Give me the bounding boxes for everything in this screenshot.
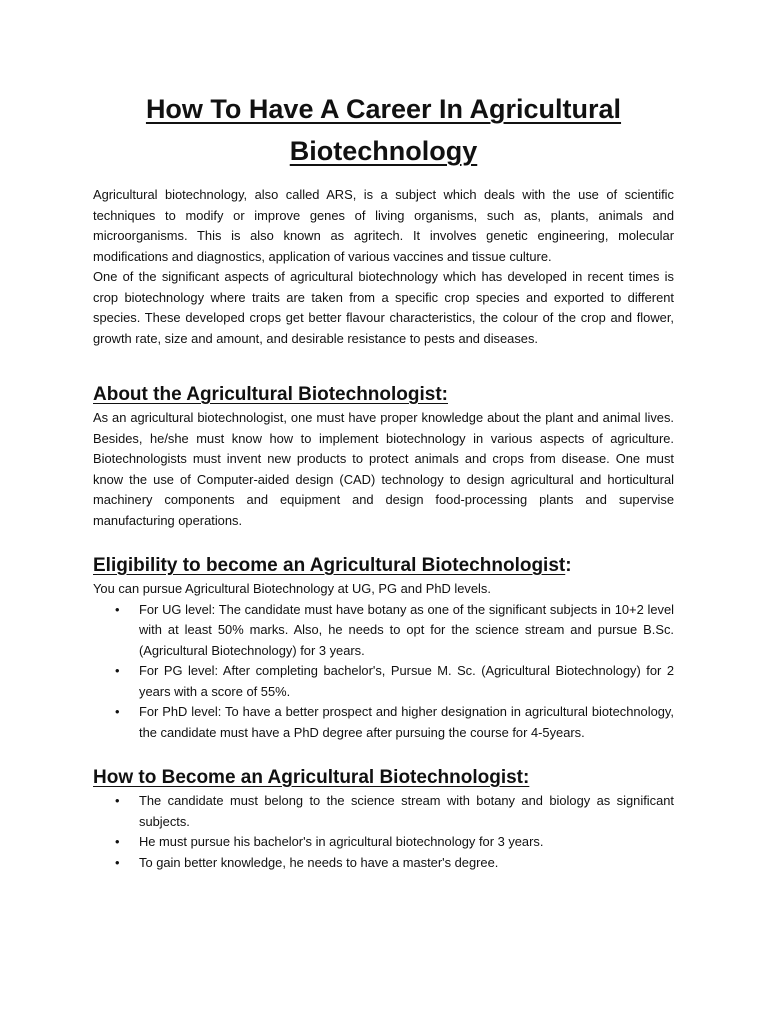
eligibility-heading (93, 553, 674, 579)
list-item-text: For UG level: The candidate must have botany as one of the significant subjects in 10+2 level with at least 50% marks. Also, he needs to opt for the science stream and pursue B.Sc. (Agricultural Biotechnology) for 3 years. (139, 601, 674, 658)
bullet-icon: • (115, 854, 120, 870)
list-item-text: He must pursue his bachelor's in agricultural biotechnology for 3 years. (139, 834, 544, 849)
bullet-icon: • (115, 834, 120, 849)
eligibility-list (93, 600, 674, 744)
page-title: How To Have A Career In Agricultural Biotechnology (145, 94, 622, 166)
eligibility-lead: You can pursue Agricultural Biotechnology at UG, PG and PhD levels. (93, 581, 491, 596)
bullet-icon: • (115, 663, 120, 678)
intro-paragraph-1: Agricultural biotechnology, also called ARS, is a subject which deals with the use of scientific techniques to modify or improve genes of living organisms, such as, plants, animals and microorganisms. This is also known as agritech. It involves genetic engineering, molecular modifications and diagnostics, application of various vaccines and tissue culture. (93, 187, 674, 264)
eligibility-heading-colon: : (565, 555, 572, 576)
how-list (93, 791, 674, 873)
list-item (93, 661, 674, 702)
list-item (93, 791, 674, 832)
intro-paragraph-2: One of the significant aspects of agricultural biotechnology which has developed in recent times is crop biotechnology where traits are taken from a specific crop species and exported to different species. These developed crops get better flavour characteristics, the colour of the crop and flower, growth rate, size and amount, and desirable resistance to pests and diseases. (93, 269, 674, 346)
bullet-icon: • (115, 704, 120, 719)
about-paragraph: As an agricultural biotechnologist, one must have proper knowledge about the plant and animal lives. Besides, he/she must know how to implement biotechnology in various aspects of agriculture. Biotechnologists must invent new products to protect animals and crops from disease. One must know the use of Computer-aided design (CAD) technology to design agricultural and horticultural machinery components and equipment and design food-processing plants and supervise manufacturing operations. (93, 410, 674, 528)
document-page (93, 88, 674, 873)
list-item-text: For PG level: After completing bachelor's, Pursue M. Sc. (Agricultural Biotechnology) for 2 years with a score of 55%. (139, 663, 674, 699)
bullet-icon: • (115, 601, 120, 617)
about-heading-text: About the Agricultural Biotechnologist: (93, 384, 448, 405)
how-heading (93, 765, 674, 791)
about-heading (93, 382, 674, 408)
bullet-icon: • (115, 793, 120, 808)
list-item (93, 832, 674, 853)
list-item (93, 600, 674, 662)
how-heading-text: How to Become an Agricultural Biotechnologist: (93, 767, 530, 788)
list-item-text: To gain better knowledge, he needs to have a master's degree. (139, 854, 499, 870)
list-item-text: For PhD level: To have a better prospect and higher designation in agricultural biotechnology, the candidate must have a PhD degree after pursuing the course for 4-5years. (139, 704, 674, 740)
list-item (93, 853, 674, 874)
list-item (93, 702, 674, 743)
list-item-text: The candidate must belong to the science stream with botany and biology as significant subjects. (139, 793, 674, 829)
eligibility-heading-text: Eligibility to become an Agricultural Biotechnologist (93, 555, 566, 576)
